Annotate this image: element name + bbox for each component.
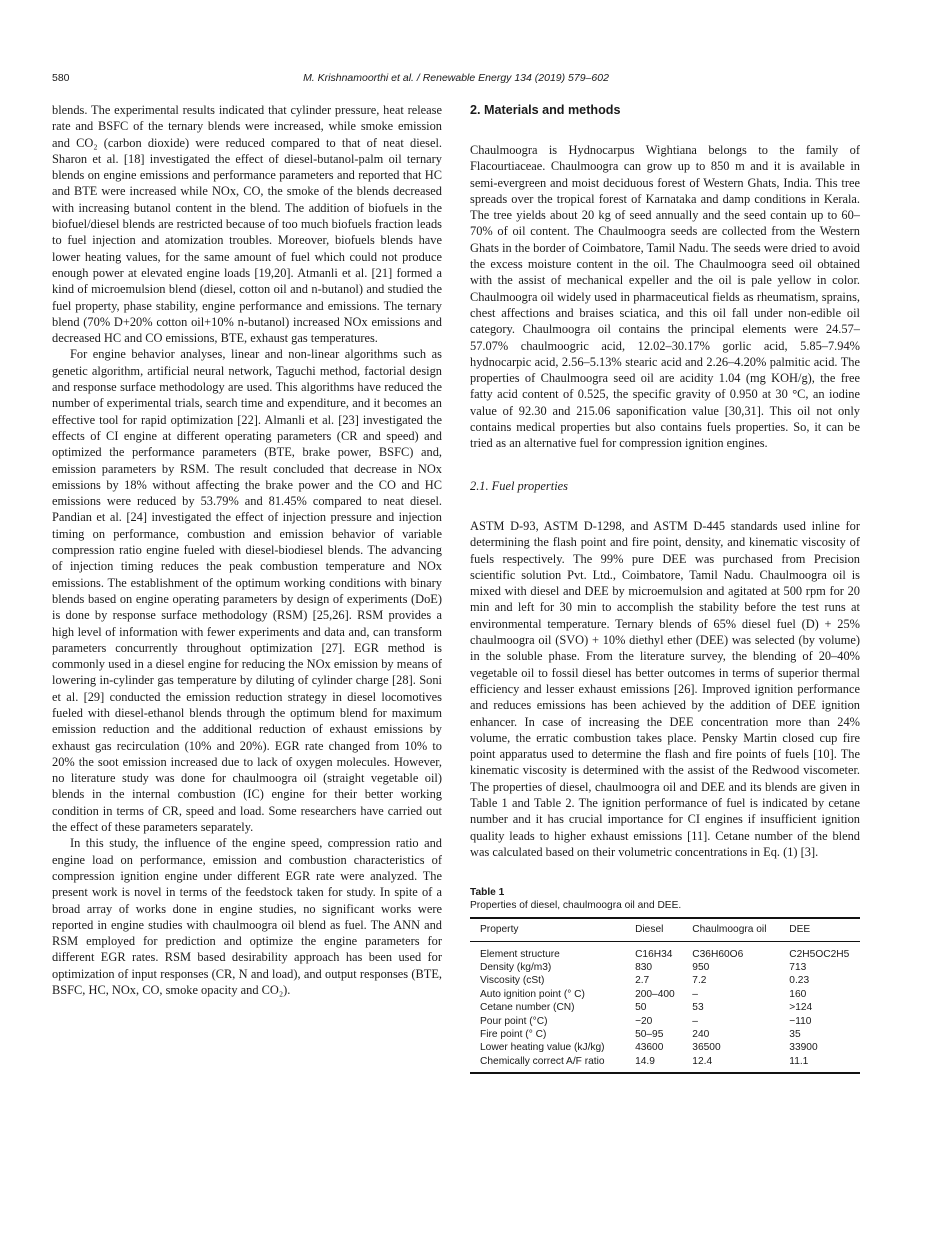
properties-table: [470, 917, 860, 1074]
table-cell: C16H34: [635, 948, 673, 960]
running-header: [52, 72, 860, 88]
table-cell: 50: [635, 1002, 647, 1014]
subsection-title: 2.1. Fuel properties: [470, 478, 568, 493]
table-cell: Cetane number (CN): [480, 1002, 575, 1014]
table-cell: 12.4: [692, 1055, 713, 1067]
right-column: [470, 102, 860, 1074]
table-cell: 0.23: [789, 975, 810, 987]
table-cell: 830: [635, 961, 653, 973]
table-cell: 7.2: [692, 975, 707, 987]
table-row: [470, 1015, 860, 1028]
right-paragraph-2: ASTM D-93, ASTM D-1298, and ASTM D-445 standards used inline for determining the flash point and fire point, density, and kinematic viscosity of fuels respectively. The 99% pure DEE was purchased from Precision scientific solution Pvt. Ltd., Coimbatore, Tamil Nadu. Chaulmoogra oil is mixed with diesel and DEE by microemulsion and agitated at 500 rpm for 20 min and left for 30 min to accomplish the stability before the test runs at environmental temperature. Ternary blends of 65% diesel fuel (D) + 25% chaulmoogra oil (SVO) + 10% diethyl ether (DEE) was selected (by volume) in the soluble phase. From the literature survey, the blending of 20–40% vegetable oil to fossil diesel has better outcomes in terms of superior thermal efficiency and lesser exhaust emissions [26]. Improved ignition performance and reduces emissions has been achieved by the addition of DEE ignition enhancer. In case of increasing the DEE concentration more than 24% volume, the erratic combustion takes place. Pensky Martin closed cup fire point apparatus used to determine the flash and fire points of fuels [10]. The kinematic viscosity is determined with the assist of the Redwood viscometer. The properties of diesel, chaulmoogra oil and DEE and its blends are given in Table 1 and Table 2. The ignition performance of fuel is indicated by cetane number and it has crucial importance for CI engines if insufficient ignition quality leads to higher exhaust emissions [11]. Cetane number of the blend was calculated based on their volumetric concentrations in Eq. (1) [3].: [470, 518, 860, 859]
page-number: 580: [52, 72, 70, 84]
table-cell: 713: [789, 961, 807, 973]
table-1: [470, 886, 860, 1074]
table-cell: 160: [789, 988, 807, 1000]
table-cell: Auto ignition point (° C): [480, 988, 585, 1000]
left-column: [52, 102, 442, 998]
table-row: [470, 941, 860, 961]
table-cell: Pour point (°C): [480, 1015, 548, 1027]
table-row: [470, 1041, 860, 1054]
table-label: Table 1: [470, 887, 505, 899]
table-cell: Element structure: [480, 948, 560, 960]
table-cell: −20: [635, 1015, 653, 1027]
table-caption: Properties of diesel, chaulmoogra oil and DEE.: [470, 900, 682, 912]
table-cell: 43600: [635, 1042, 664, 1054]
table-cell: Viscosity (cSt): [480, 975, 545, 987]
table-cell: Chemically correct A/F ratio: [480, 1055, 605, 1067]
table-header-row: [470, 918, 860, 941]
table-cell: Density (kg/m3): [480, 961, 552, 973]
table-cell: 240: [692, 1029, 710, 1041]
table-row: [470, 988, 860, 1001]
table-cell: 53: [692, 1002, 704, 1014]
table-cell: –: [692, 988, 698, 1000]
left-paragraph-3: In this study, the influence of the engine speed, compression ratio and engine load on performance, emission and combustion characteristics of compression ignition engine under different EGR rate were analyzed. The present work is novel in terms of the feedstock taken for study. In spite of a broad array of works done in engine studies, no significant works were reported in engine studies with chaulmoogra oil blend as fuel. The ANN and RSM employed for prediction and optimize the engine parameters for different EGR rates. RSM based desirability approach has been used for optimization of input responses (CR, N and load), and output responses (BTE, BSFC, HC, NOx, CO, smoke opacity and CO₂).: [52, 836, 442, 998]
table-cell: –: [692, 1015, 698, 1027]
table-cell: Fire point (° C): [480, 1029, 547, 1041]
table-cell: 33900: [789, 1042, 818, 1054]
table-header-cell: Diesel: [625, 918, 682, 941]
right-paragraph-1: Chaulmoogra is Hydnocarpus Wightiana belongs to the family of Flacourtiaceae. Chaulmoogra can grow up to 850 m and it is available in semi-evergreen and moist deciduous forest of Western Ghats, India. This tree spreads over the tropical forest of Karnataka and damp conditions in Kerala. The tree yields about 20 kg of seed annually and the seed contain up to 60–70% of oil content. The Chaulmoogra seeds are collected from the Western Ghats in the border of Coimbatore, Tamil Nadu. The seeds were dried to avoid the excess moisture content in the oil. The Chaulmoogra seed oil obtained with the assist of mechanical expeller and the oil is pale yellow in color. Chaulmoogra oil widely used in pharmaceutical fields as rheumatism, sprains, chest affections and braises sciatica, and this oil fall under non-edible oil category. Chaulmoogra oil contains the principal elements were 24.57–57.07% chaulmoogric acid, 12.02–30.17% gorlic acid, 5.85–7.94% hydnocarpic acid, 2.56–5.13% stearic acid and 2.26–4.20% palmitic acid. The properties of Chaulmoogra seed oil are acidity 1.04 (mg KOH/g), the free fatty acid content of 0.525, the specific gravity of 0.950 at 30 °C, an iodine value of 92.30 and 215.06 saponification value [30,31]. This oil not only contains medical properties but also contains fuels properties. So, it can be tried as an alternative fuel for compression ignition engines.: [470, 143, 860, 451]
table-cell: C36H60O6: [692, 948, 744, 960]
table-cell: 950: [692, 961, 710, 973]
section-title: 2. Materials and methods: [470, 103, 621, 117]
table-header-cell: Chaulmoogra oil: [682, 918, 779, 941]
table-cell: 36500: [692, 1042, 721, 1054]
table-row: [470, 1001, 860, 1014]
journal-reference: M. Krishnamoorthi et al. / Renewable Energy 134 (2019) 579–602: [303, 72, 609, 84]
table-cell: 35: [789, 1029, 801, 1041]
table-cell: −110: [789, 1015, 812, 1027]
table-row: [470, 974, 860, 987]
table-header-cell: DEE: [779, 918, 860, 941]
table-row: [470, 1028, 860, 1041]
table-header-cell: Property: [470, 918, 625, 941]
table-row: [470, 961, 860, 974]
table-cell: 11.1: [789, 1055, 809, 1067]
table-cell: 14.9: [635, 1055, 655, 1067]
table-cell: >124: [789, 1002, 813, 1014]
left-paragraph-1: blends. The experimental results indicated that cylinder pressure, heat release rate and BSFC of the ternary blends were increased, while smoke emission and CO₂ (carbon dioxide) were reduced compared to that of neat diesel. Sharon et al. [18] investigated the effect of diesel-butanol-palm oil ternary blends on engine emissions and performance parameters and reported that HC and BTE were increased while NOx, CO, the smoke of the blends decreased with increasing butanol content in the blend. The addition of biofuels in the biofuel/diesel blends are restricted because of too much biofuels fraction leads to fuel injection and atomization troubles. Moreover, biofuels blends have lower heating values, for the same amount of fuel which could not produce enough power at elevated engine loads [19,20]. Atmanli et al. [21] formed a kind of microemulsion blend (diesel, cotton oil and n-butanol) and studied the fuel property, phase stability, engine performance and emissions. The ternary blend (70% D+20% cotton oil+10% n-butanol) increased NOx emissions and decreased HC and CO emissions, BTE, exhaust gas temperatures.: [52, 103, 442, 346]
table-cell: Lower heating value (kJ/kg): [480, 1042, 605, 1054]
table-cell: 200–400: [635, 988, 675, 1000]
table-row: [470, 1055, 860, 1073]
table-cell: 50–95: [635, 1029, 664, 1041]
table-cell: C2H5OC2H5: [789, 948, 850, 960]
table-cell: 2.7: [635, 975, 650, 987]
left-paragraph-2: For engine behavior analyses, linear and non-linear algorithms such as genetic algorithm, artificial neural network, Taguchi method, factorial design and response surface methodology are used. This algorithms have reduced the number of experimental trials, search time and expenditure, and it becomes an effective tool for rapid optimization [22]. Almanli et al. [23] investigated the effects of CI engine at different operating parameters (CR and speed) and optimized the performance parameters (BTE, brake power, BSFC) and, emission parameters by RSM. The result concluded that decrease in NOx emissions by 18% without affecting the brake power and the CO and HC emissions were reduced by 53.79% and 81.45% compared to neat diesel. Pandian et al. [24] investigated the effect of injection pressure and injection timing on performance, combustion and emission behavior of variable compression ratio engine fueled with diesel-biodiesel blends. The advancing of injection timing reduces the peak combustion temperature and NOx emissions. The establishment of the optimum working conditions with binary blends based on engine operating parameters by design of experiments (DoE) is done by response surface methodology (RSM) [25,26]. RSM provides a high level of information with fewer experiments and data and, can transform parameters concurrently throughout optimization [27]. EGR method is commonly used in a diesel engine for reducing the NOx emission by means of lowering in-cylinder gas temperature by diluting of cylinder charge [28]. Soni et al. [29] conducted the emission reduction strategy in diesel locomotives fueled with diesel-ethanol blends through the optimum blend for maximum emission reduction and the additional reduction of exhaust emissions by exhaust gas recirculation (10% and 20%). EGR rate changed from 10% to 20% the soot emission increased due to lack of oxygen molecules. However, no literature study was done for chaulmoogra oil (straight vegetable oil) blends in the internal combustion (IC) engine for their better working condition in terms of CR, speed and load. Some researchers have carried out the effect of these parameters separately.: [52, 347, 442, 835]
